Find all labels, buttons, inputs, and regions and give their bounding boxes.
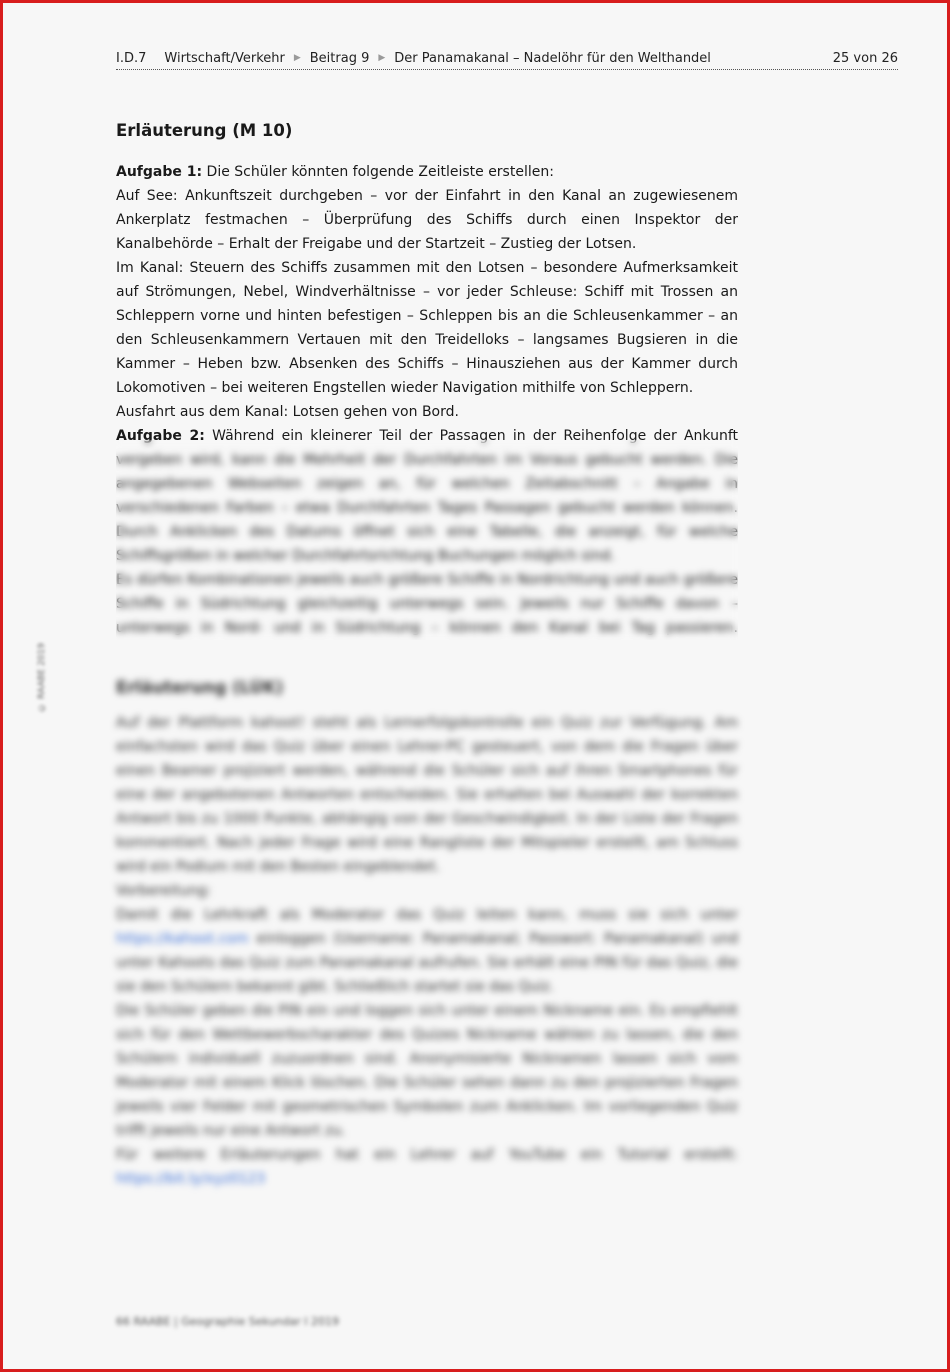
aufgabe1-label: Aufgabe 1: <box>116 164 203 180</box>
page-footer: 66 RAABE | Geographie Sekundar I 2019 <box>116 1315 339 1328</box>
header-title: Der Panamakanal – Nadelöhr für den Welthandel <box>394 50 711 66</box>
aufgabe2-block <box>116 424 738 640</box>
sidebar-credit: © RAABE 2019 <box>37 643 47 712</box>
paragraph-im-kanal: Im Kanal: Steuern des Schiffs zusammen mit den Lotsen – besondere Aufmerksamkeit auf Strömungen, Nebel, Windverhältnisse – vor jeder Schleuse: Schiff mit Trossen an Schleppern vorne und hinten befestigen – Schleppen bis an die Schleusenkammer – an den Schleusenkammern Vertauen mit den Treidelloks – langsames Bugsieren in die Kammer – Heben bzw. Absenken des Schiffs – Hinausziehen aus der Kammer durch Lokomotiven – bei weiteren Engstellen wieder Navigation mithilfe von Schleppern. <box>116 260 738 396</box>
luek-paragraph-4: Die Schüler geben die PIN ein und loggen sich unter einem Nickname ein. Es empfiehlt sich für den Wettbewerbscharakter des Quizes Nickname wählen zu lassen, die den Schülern individuell zuzuordnen sind. Anonymisierte Nicknamen lassen sich vom Moderator mit einem Klick löschen. Die Schüler sehen dann zu den projizierten Fragen jeweils vier Felder mit geometrischen Symbolen zum Anklicken. Im vorliegenden Quiz trifft jeweils nur eine Antwort zu. <box>116 1003 738 1139</box>
header-subject: Wirtschaft/Verkehr <box>164 50 285 66</box>
luek-paragraph-2: Vorbereitung: <box>116 883 212 899</box>
aufgabe2-more: Es dürfen Kombinationen jeweils auch größere Schiffe in Nordrichtung und auch größere Schiffe in Südrichtung gleichzeitig unterwegs sein. Jeweils nur Schiffe davon – unterwegs in Nord- und in Südrichtung – können den Kanal bei Tag passieren. <box>116 572 738 636</box>
main-content <box>116 121 738 1191</box>
paragraph-ausfahrt: Ausfahrt aus dem Kanal: Lotsen gehen von Bord. <box>116 404 459 420</box>
luek-paragraph-3: Damit die Lehrkraft als Moderator das Quiz leiten kann, muss sie sich unter https://kahoot.com einloggen (Username: Panamakanal; Passwort: Panamakanal) und unter Kahoots das Quiz zum Panamakanal aufrufen. Sie erhält eine PIN für das Quiz, die sie den Schülern bekannt gibt. Schließlich startet sie das Quiz. <box>116 907 738 995</box>
blurred-section-luek <box>116 678 738 1191</box>
luek-paragraph-5: Für weitere Erläuterungen hat ein Lehrer auf YouTube ein Tutorial erstellt: https://bit.ly/xyz0123 <box>116 1147 738 1187</box>
header-beitrag: Beitrag 9 <box>309 50 370 66</box>
section-heading-m10: Erläuterung (M 10) <box>116 121 293 140</box>
page-number: 25 von 26 <box>832 50 898 66</box>
tutorial-link[interactable]: https://bit.ly/xyz0123 <box>116 1171 266 1187</box>
kahoot-link[interactable]: https://kahoot.com <box>116 931 249 947</box>
page-header <box>116 47 898 70</box>
aufgabe2-paragraph: Aufgabe 2: Während ein kleinerer Teil der Passagen in der Reihenfolge der Ankunft vergeben wird, kann die Mehrheit der Durchfahrten im Voraus gebucht werden. Die angegebenen Webseiten zeigen an, für welchen Zeitabschnitt – Angabe in verschiedenen Farben – etwa Durchfahrten Tages Passagen gebucht werden können. Durch Anklicken des Datums öffnet sich eine Tabelle, die anzeigt, für welche Schiffsgrößen in welcher Durchfahrtsrichtung Buchungen möglich sind. <box>116 428 738 564</box>
section-heading-luek: Erläuterung (LÜK) <box>116 678 284 697</box>
aufgabe1-intro: Aufgabe 1: Die Schüler könnten folgende Zeitleiste erstellen: <box>116 164 554 180</box>
luek-paragraph-1: Auf der Plattform kahoot! steht als Lernerfolgskontrolle ein Quiz zur Verfügung. Am einfachsten wird das Quiz über einen Lehrer-PC gesteuert, von dem die Fragen über einen Beamer projiziert werden, während die Schüler sich auf ihren Smartphones für eine der angebotenen Antworten entscheiden. Sie erhalten bei Auswahl der korrekten Antwort bis zu 1000 Punkte, abhängig von der Geschwindigkeit. In der Liste der Fragen kommentiert. Nach jeder Frage wird eine Rangliste der Mitspieler erstellt, am Schluss wird ein Podium mit den Besten eingeblendet. <box>116 715 738 875</box>
triangle-separator-icon: ▶ <box>293 53 301 63</box>
breadcrumb <box>116 51 711 66</box>
header-code: I.D.7 <box>116 50 147 66</box>
aufgabe2-label: Aufgabe 2: <box>116 428 205 444</box>
triangle-separator-icon: ▶ <box>378 53 386 63</box>
paragraph-auf-see: Auf See: Ankunftszeit durchgeben – vor der Einfahrt in den Kanal an zugewiesenem Ankerplatz festmachen – Überprüfung des Schiffs durch einen Inspektor der Kanalbehörde – Erhalt der Freigabe und der Startzeit – Zustieg der Lotsen. <box>116 188 738 252</box>
